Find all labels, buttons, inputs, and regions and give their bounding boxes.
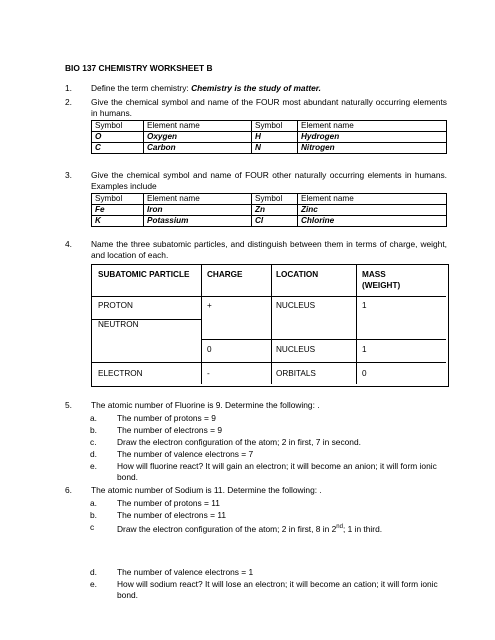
item-letter: d. (90, 449, 97, 459)
item-letter: c. (90, 437, 97, 447)
question-5 (65, 400, 447, 411)
question-number: 3. (65, 170, 72, 180)
table-header: Element name (144, 194, 252, 205)
table-cell: Iron (144, 205, 252, 216)
proton-mass: 1 (362, 301, 367, 310)
table-cell: O (92, 132, 144, 143)
item-text: The number of protons = 11 (117, 498, 220, 508)
question-number: 5. (65, 400, 72, 410)
list-item (65, 413, 447, 424)
question-1 (65, 83, 447, 94)
column-header-location: LOCATION (276, 270, 319, 279)
question-text: The atomic number of Sodium is 11. Determine the following: . (91, 485, 322, 495)
table-header: Symbol (92, 194, 144, 205)
question-4 (65, 239, 447, 260)
item-text: The number of electrons = 9 (117, 425, 222, 435)
answer-text: Chemistry is the study of matter. (191, 83, 321, 93)
electron-location: ORBITALS (276, 369, 316, 378)
item-text: The number of valence electrons = 7 (117, 449, 254, 459)
particle-proton: PROTON (98, 301, 133, 310)
question-number: 1. (65, 83, 72, 93)
particle-electron: ELECTRON (98, 369, 143, 378)
item-text: The number of valence electrons = 1 (117, 567, 254, 577)
question-text: Name the three subatomic particles, and distinguish between them in terms of charge, weight, and location of each. (91, 239, 447, 260)
item-superscript: nd (336, 524, 343, 530)
proton-location: NUCLEUS (276, 301, 316, 310)
question-text: Give the chemical symbol and name of FOUR other naturally occurring elements in humans. Examples include (91, 170, 447, 191)
question-6 (65, 485, 447, 496)
table-cell: Zinc (298, 205, 447, 216)
item-letter: a. (90, 413, 97, 423)
neutron-location: NUCLEUS (276, 345, 316, 354)
table-cell: K (92, 216, 144, 227)
list-item (65, 567, 447, 578)
column-header-mass: MASS (WEIGHT) (362, 270, 401, 290)
subatomic-particles-table (91, 264, 449, 387)
item-letter: d. (90, 567, 97, 577)
table-cell: Nitrogen (298, 143, 447, 154)
list-item (65, 579, 447, 600)
question-text: Give the chemical symbol and name of the FOUR most abundant naturally occurring elements in humans. (91, 97, 447, 118)
table-cell: Carbon (144, 143, 252, 154)
table-cell: Hydrogen (298, 132, 447, 143)
table-cell: Cl (252, 216, 298, 227)
list-item (65, 522, 447, 534)
item-text: How will fluorine react? It will gain an electron; it will become an anion; it will form ionic bond. (117, 461, 437, 482)
list-item (65, 425, 447, 436)
table-header: Element name (144, 121, 252, 132)
list-item (65, 510, 447, 521)
item-text: Draw the electron configuration of the atom; 2 in first, 8 in 2 (117, 523, 337, 534)
table-cell: C (92, 143, 144, 154)
question-text: The atomic number of Fluorine is 9. Determine the following: . (91, 400, 320, 410)
table-row (92, 143, 447, 154)
elements-table-abundant (91, 120, 447, 154)
table-cell: Fe (92, 205, 144, 216)
electron-charge: - (207, 369, 210, 378)
list-item (65, 461, 447, 482)
question-3 (65, 170, 447, 191)
column-header-charge: CHARGE (207, 270, 243, 279)
question-text: Define the term chemistry: (91, 83, 192, 93)
list-item (65, 437, 447, 448)
list-item (65, 449, 447, 460)
item-letter: b. (90, 425, 97, 435)
elements-table-other (91, 193, 447, 227)
table-header: Symbol (252, 194, 298, 205)
item-letter: c (90, 522, 95, 532)
table-row (92, 216, 447, 227)
table-header: Symbol (252, 121, 298, 132)
table-cell: Potassium (144, 216, 252, 227)
table-header: Symbol (92, 121, 144, 132)
question-2 (65, 97, 447, 118)
item-letter: e. (90, 461, 97, 471)
electron-mass: 0 (362, 369, 367, 378)
table-header-row (92, 194, 447, 205)
table-cell: Zn (252, 205, 298, 216)
neutron-mass: 1 (362, 345, 367, 354)
list-item (65, 498, 447, 509)
table-cell: H (252, 132, 298, 143)
question-number: 6. (65, 485, 72, 495)
question-number: 4. (65, 239, 72, 249)
item-letter: e. (90, 579, 97, 589)
table-header: Element name (298, 194, 447, 205)
table-cell: Oxygen (144, 132, 252, 143)
neutron-charge: 0 (207, 345, 212, 354)
item-text: Draw the electron configuration of the atom; 2 in first, 7 in second. (117, 437, 361, 447)
table-header-row (92, 121, 447, 132)
item-letter: b. (90, 510, 97, 520)
particle-neutron: NEUTRON (98, 320, 139, 329)
item-text: ; 1 in third. (342, 523, 383, 534)
item-text: How will sodium react? It will lose an electron; it will become an cation; it will form ionic bond. (117, 579, 438, 600)
question-number: 2. (65, 97, 72, 107)
item-text: The number of electrons = 11 (117, 510, 227, 520)
item-text: The number of protons = 9 (117, 413, 216, 423)
worksheet-title: BIO 137 CHEMISTRY WORKSHEET B (65, 63, 213, 73)
table-row (92, 205, 447, 216)
table-row (92, 132, 447, 143)
table-header: Element name (298, 121, 447, 132)
item-letter: a. (90, 498, 97, 508)
proton-charge: + (207, 301, 212, 310)
table-cell: N (252, 143, 298, 154)
table-cell: Chlorine (298, 216, 447, 227)
column-header-particle: SUBATOMIC PARTICLE (98, 270, 190, 279)
